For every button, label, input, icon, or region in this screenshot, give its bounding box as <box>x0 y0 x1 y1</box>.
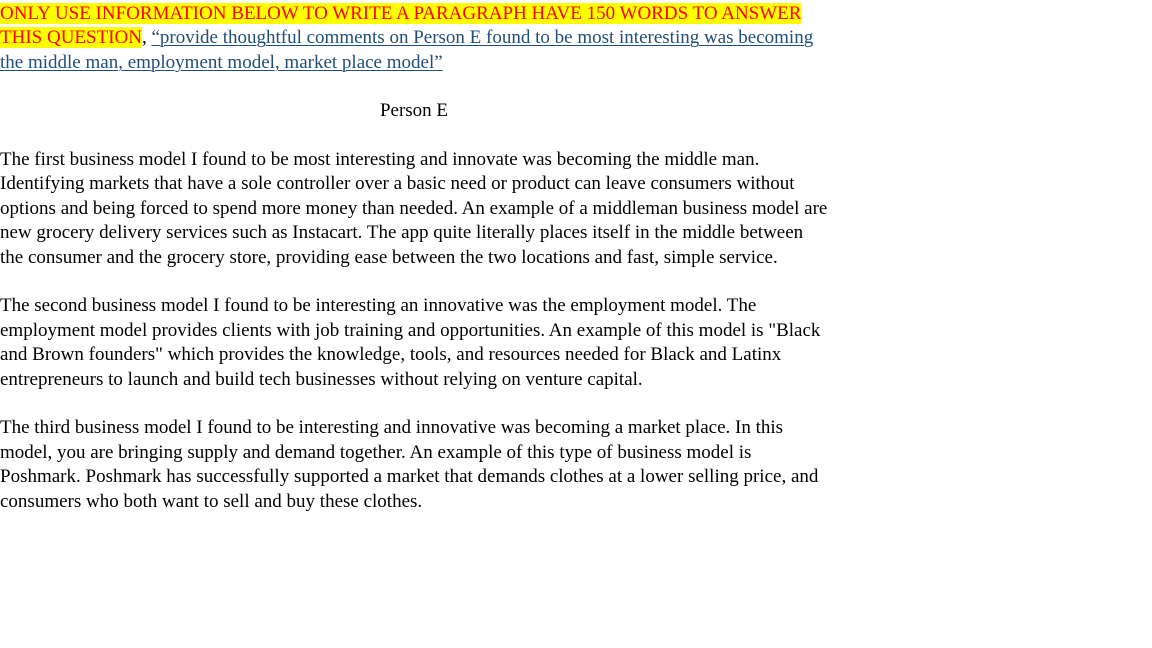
person-heading: Person E <box>379 100 449 122</box>
question-link[interactable]: “provide thoughtful comments on Person E found to be most interesting was becoming the middle man, employment model, market place model” <box>0 27 814 73</box>
paragraph-marketplace: The third business model I found to be interesting and innovative was becoming a market place. In this model, you are bringing supply and demand together. An example of this type of business model is Poshmark. Poshmark has successfully supported a market that demands clothes at a lower selling price, and consumers who both want to sell and buy these clothes. <box>0 417 819 512</box>
paragraph-employment: The second business model I found to be interesting an innovative was the employment model. The employment model provides clients with job training and opportunities. An example of this model is "Black and Brown founders" which provides the knowledge, tools, and resources needed for Black and Latinx entrepreneurs to launch and build tech businesses without relying on venture capital. <box>0 295 821 390</box>
instruction-separator: , <box>141 27 152 49</box>
highlighted-instruction: ONLY USE INFORMATION BELOW TO WRITE A PARAGRAPH HAVE 150 WORDS TO ANSWER THIS QUESTION <box>0 3 802 49</box>
paragraph-middleman: The first business model I found to be most interesting and innovate was becoming the middle man. Identifying markets that have a sole controller over a basic need or product can leave consumers without options and being forced to spend more money than needed. An example of a middleman business model are new grocery delivery services such as Instacart. The app quite literally places itself in the middle between the consumer and the grocery store, providing ease between the two locations and fast, simple service. <box>0 149 828 268</box>
document-body <box>0 2 830 514</box>
instruction-line <box>0 2 830 75</box>
